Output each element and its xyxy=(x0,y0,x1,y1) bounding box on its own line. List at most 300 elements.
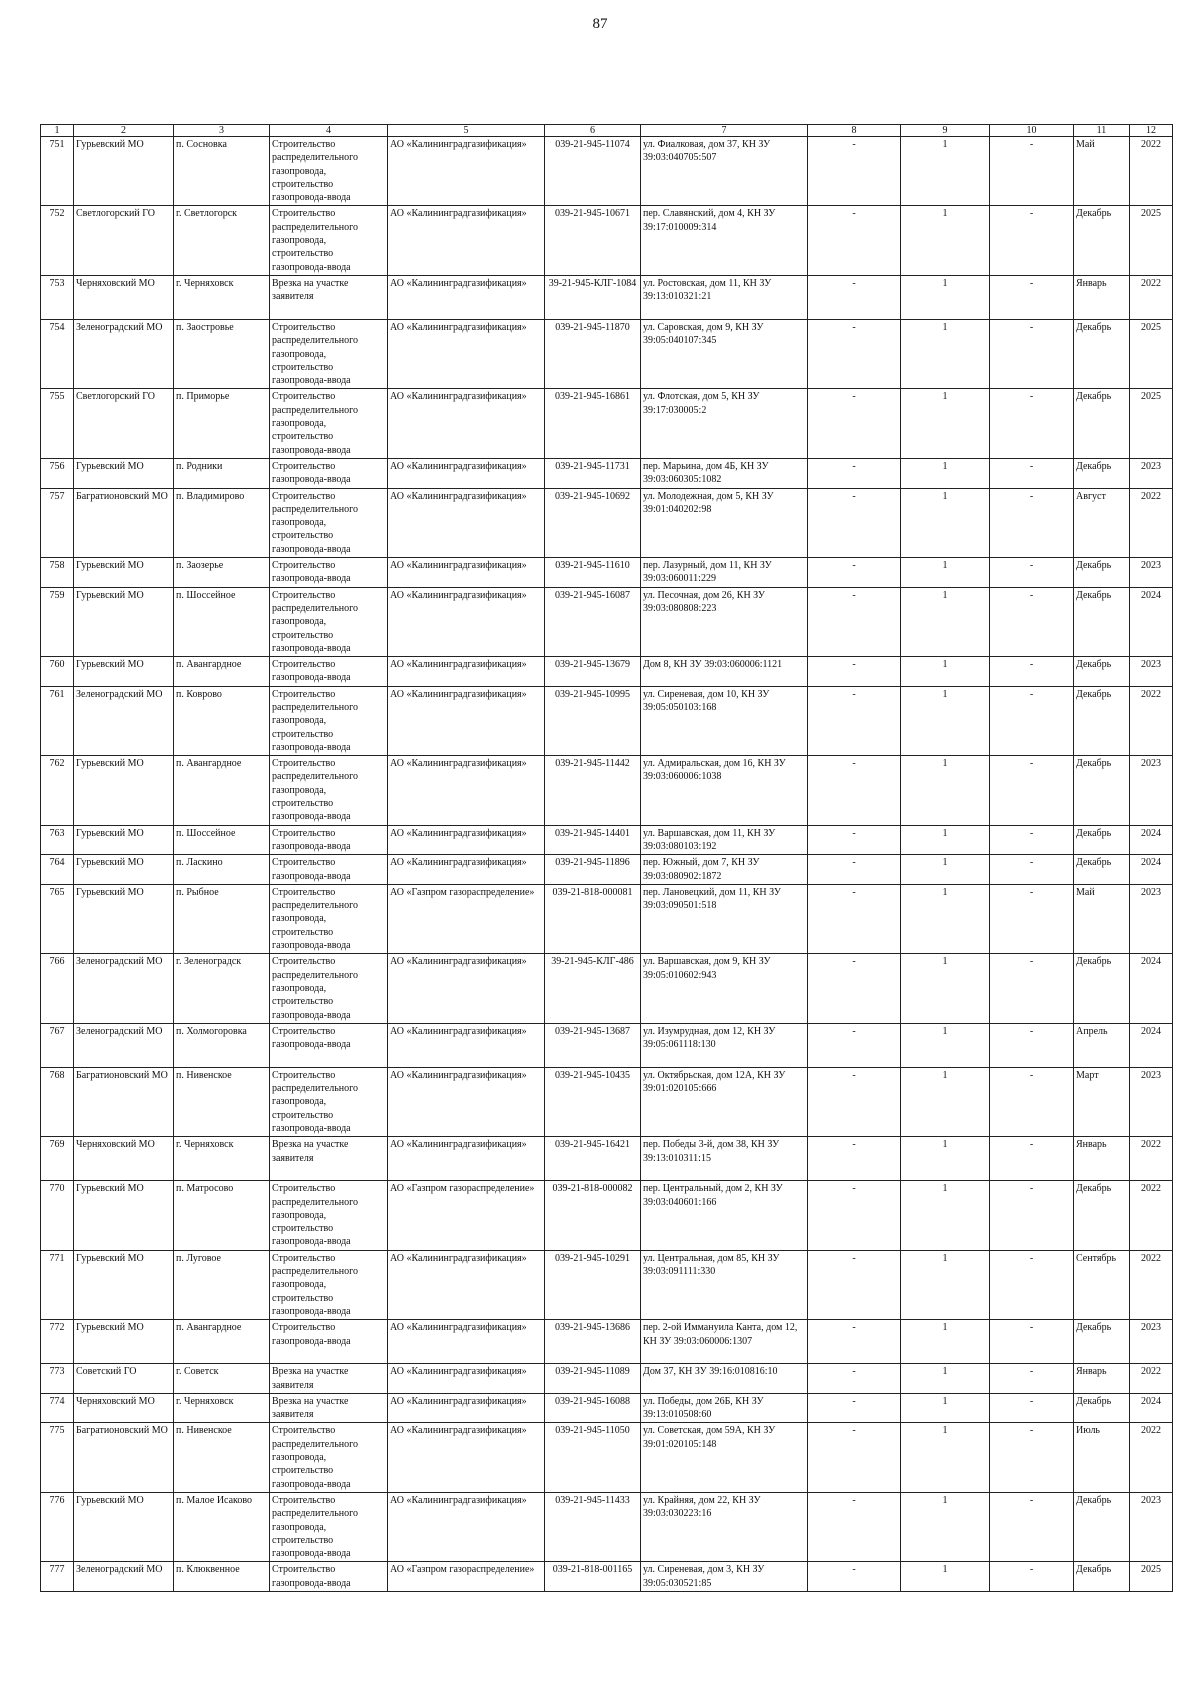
organization-cell: АО «Калининградгазификация» xyxy=(388,686,545,755)
quantity-cell: 1 xyxy=(901,686,990,755)
year-cell: 2023 xyxy=(1130,884,1173,953)
month-cell: Декабрь xyxy=(1074,657,1130,687)
settlement-cell: п. Рыбное xyxy=(174,884,270,953)
column-header: 2 xyxy=(74,125,174,137)
municipality-cell: Гурьевский МО xyxy=(74,884,174,953)
quantity-cell: 1 xyxy=(901,1320,990,1364)
table-row xyxy=(41,954,1173,1023)
row-number: 756 xyxy=(41,458,74,488)
month-cell: Декабрь xyxy=(1074,389,1130,458)
month-cell: Декабрь xyxy=(1074,825,1130,855)
work-type-cell: Строительство газопровода-ввода xyxy=(270,657,388,687)
year-cell: 2023 xyxy=(1130,558,1173,588)
address-cell: пер. Марьина, дом 4Б, КН ЗУ 39:03:060305:1082 xyxy=(641,458,808,488)
year-cell: 2023 xyxy=(1130,756,1173,825)
year-cell: 2024 xyxy=(1130,587,1173,656)
column-8-cell: - xyxy=(808,1492,901,1561)
column-10-cell: - xyxy=(990,1250,1074,1319)
settlement-cell: г. Советск xyxy=(174,1364,270,1394)
settlement-cell: п. Шоссейное xyxy=(174,825,270,855)
table-row xyxy=(41,657,1173,687)
work-type-cell: Врезка на участке заявителя xyxy=(270,1137,388,1181)
row-number: 762 xyxy=(41,756,74,825)
quantity-cell: 1 xyxy=(901,137,990,206)
address-cell: ул. Центральная, дом 85, КН ЗУ 39:03:091111:330 xyxy=(641,1250,808,1319)
organization-cell: АО «Калининградгазификация» xyxy=(388,1423,545,1492)
settlement-cell: п. Нивенское xyxy=(174,1067,270,1136)
column-8-cell: - xyxy=(808,1393,901,1423)
request-code-cell: 039-21-945-11610 xyxy=(545,558,641,588)
address-cell: ул. Изумрудная, дом 12, КН ЗУ 39:05:061118:130 xyxy=(641,1023,808,1067)
column-8-cell: - xyxy=(808,488,901,557)
column-8-cell: - xyxy=(808,1562,901,1592)
header-row xyxy=(41,125,1173,137)
month-cell: Апрель xyxy=(1074,1023,1130,1067)
month-cell: Март xyxy=(1074,1067,1130,1136)
organization-cell: АО «Калининградгазификация» xyxy=(388,825,545,855)
organization-cell: АО «Калининградгазификация» xyxy=(388,1364,545,1394)
work-type-cell: Строительство газопровода-ввода xyxy=(270,825,388,855)
quantity-cell: 1 xyxy=(901,1492,990,1561)
column-10-cell: - xyxy=(990,954,1074,1023)
column-10-cell: - xyxy=(990,1023,1074,1067)
year-cell: 2022 xyxy=(1130,1181,1173,1250)
month-cell: Декабрь xyxy=(1074,587,1130,656)
year-cell: 2022 xyxy=(1130,137,1173,206)
quantity-cell: 1 xyxy=(901,884,990,953)
row-number: 767 xyxy=(41,1023,74,1067)
address-cell: ул. Молодежная, дом 5, КН ЗУ 39:01:040202:98 xyxy=(641,488,808,557)
work-type-cell: Строительство газопровода-ввода xyxy=(270,558,388,588)
municipality-cell: Гурьевский МО xyxy=(74,1492,174,1561)
month-cell: Декабрь xyxy=(1074,954,1130,1023)
row-number: 751 xyxy=(41,137,74,206)
column-10-cell: - xyxy=(990,1423,1074,1492)
organization-cell: АО «Калининградгазификация» xyxy=(388,1137,545,1181)
municipality-cell: Багратионовский МО xyxy=(74,488,174,557)
quantity-cell: 1 xyxy=(901,587,990,656)
month-cell: Декабрь xyxy=(1074,1562,1130,1592)
column-10-cell: - xyxy=(990,1393,1074,1423)
table-body xyxy=(41,137,1173,1592)
column-header: 6 xyxy=(545,125,641,137)
row-number: 769 xyxy=(41,1137,74,1181)
municipality-cell: Гурьевский МО xyxy=(74,657,174,687)
month-cell: Декабрь xyxy=(1074,1393,1130,1423)
column-header: 8 xyxy=(808,125,901,137)
year-cell: 2022 xyxy=(1130,686,1173,755)
settlement-cell: п. Малое Исаково xyxy=(174,1492,270,1561)
organization-cell: АО «Калининградгазификация» xyxy=(388,1023,545,1067)
quantity-cell: 1 xyxy=(901,1250,990,1319)
column-header: 1 xyxy=(41,125,74,137)
table-row xyxy=(41,756,1173,825)
column-header: 7 xyxy=(641,125,808,137)
row-number: 758 xyxy=(41,558,74,588)
work-type-cell: Строительство распределительного газопровода, строительство газопровода-ввода xyxy=(270,686,388,755)
organization-cell: АО «Газпром газораспределение» xyxy=(388,884,545,953)
municipality-cell: Зеленоградский МО xyxy=(74,1562,174,1592)
request-code-cell: 039-21-945-11442 xyxy=(545,756,641,825)
table-row xyxy=(41,558,1173,588)
organization-cell: АО «Калининградгазификация» xyxy=(388,954,545,1023)
year-cell: 2023 xyxy=(1130,1320,1173,1364)
work-type-cell: Строительство распределительного газопровода, строительство газопровода-ввода xyxy=(270,319,388,388)
organization-cell: АО «Калининградгазификация» xyxy=(388,389,545,458)
address-cell: ул. Октябрьская, дом 12А, КН ЗУ 39:01:020105:666 xyxy=(641,1067,808,1136)
address-cell: ул. Песочная, дом 26, КН ЗУ 39:03:080808:223 xyxy=(641,587,808,656)
quantity-cell: 1 xyxy=(901,825,990,855)
request-code-cell: 039-21-945-11896 xyxy=(545,855,641,885)
settlement-cell: п. Коврово xyxy=(174,686,270,755)
address-cell: пер. Лазурный, дом 11, КН ЗУ 39:03:060011:229 xyxy=(641,558,808,588)
request-code-cell: 039-21-945-13687 xyxy=(545,1023,641,1067)
address-cell: Дом 37, КН ЗУ 39:16:010816:10 xyxy=(641,1364,808,1394)
table-row xyxy=(41,1492,1173,1561)
column-8-cell: - xyxy=(808,686,901,755)
request-code-cell: 039-21-945-13686 xyxy=(545,1320,641,1364)
year-cell: 2025 xyxy=(1130,206,1173,275)
year-cell: 2025 xyxy=(1130,389,1173,458)
table-row xyxy=(41,1393,1173,1423)
year-cell: 2024 xyxy=(1130,954,1173,1023)
month-cell: Декабрь xyxy=(1074,1320,1130,1364)
month-cell: Декабрь xyxy=(1074,206,1130,275)
request-code-cell: 039-21-945-11050 xyxy=(545,1423,641,1492)
request-code-cell: 039-21-945-10995 xyxy=(545,686,641,755)
quantity-cell: 1 xyxy=(901,458,990,488)
organization-cell: АО «Газпром газораспределение» xyxy=(388,1562,545,1592)
year-cell: 2024 xyxy=(1130,855,1173,885)
request-code-cell: 039-21-945-14401 xyxy=(545,825,641,855)
work-type-cell: Строительство распределительного газопровода, строительство газопровода-ввода xyxy=(270,137,388,206)
request-code-cell: 039-21-818-001165 xyxy=(545,1562,641,1592)
work-type-cell: Строительство распределительного газопровода, строительство газопровода-ввода xyxy=(270,1423,388,1492)
municipality-cell: Гурьевский МО xyxy=(74,756,174,825)
year-cell: 2022 xyxy=(1130,1137,1173,1181)
column-8-cell: - xyxy=(808,1320,901,1364)
column-8-cell: - xyxy=(808,319,901,388)
column-8-cell: - xyxy=(808,1137,901,1181)
request-code-cell: 039-21-945-10671 xyxy=(545,206,641,275)
municipality-cell: Багратионовский МО xyxy=(74,1423,174,1492)
settlement-cell: п. Заостровье xyxy=(174,319,270,388)
municipality-cell: Гурьевский МО xyxy=(74,587,174,656)
table-row xyxy=(41,1137,1173,1181)
settlement-cell: г. Черняховск xyxy=(174,1393,270,1423)
row-number: 754 xyxy=(41,319,74,388)
month-cell: Декабрь xyxy=(1074,686,1130,755)
row-number: 771 xyxy=(41,1250,74,1319)
work-type-cell: Строительство распределительного газопровода, строительство газопровода-ввода xyxy=(270,884,388,953)
year-cell: 2022 xyxy=(1130,1423,1173,1492)
quantity-cell: 1 xyxy=(901,1181,990,1250)
month-cell: Июль xyxy=(1074,1423,1130,1492)
table-row xyxy=(41,1562,1173,1592)
year-cell: 2022 xyxy=(1130,275,1173,319)
request-code-cell: 039-21-945-11731 xyxy=(545,458,641,488)
column-8-cell: - xyxy=(808,1023,901,1067)
work-type-cell: Строительство газопровода-ввода xyxy=(270,1320,388,1364)
column-10-cell: - xyxy=(990,488,1074,557)
column-8-cell: - xyxy=(808,954,901,1023)
address-cell: ул. Крайняя, дом 22, КН ЗУ 39:03:030223:16 xyxy=(641,1492,808,1561)
column-10-cell: - xyxy=(990,686,1074,755)
quantity-cell: 1 xyxy=(901,206,990,275)
column-10-cell: - xyxy=(990,1562,1074,1592)
work-type-cell: Врезка на участке заявителя xyxy=(270,275,388,319)
organization-cell: АО «Калининградгазификация» xyxy=(388,1492,545,1561)
month-cell: Декабрь xyxy=(1074,855,1130,885)
settlement-cell: п. Заозерье xyxy=(174,558,270,588)
year-cell: 2025 xyxy=(1130,319,1173,388)
request-code-cell: 039-21-945-16087 xyxy=(545,587,641,656)
municipality-cell: Светлогорский ГО xyxy=(74,206,174,275)
quantity-cell: 1 xyxy=(901,389,990,458)
month-cell: Декабрь xyxy=(1074,319,1130,388)
quantity-cell: 1 xyxy=(901,558,990,588)
municipality-cell: Гурьевский МО xyxy=(74,137,174,206)
table-row xyxy=(41,884,1173,953)
table-row xyxy=(41,1023,1173,1067)
organization-cell: АО «Калининградгазификация» xyxy=(388,1250,545,1319)
quantity-cell: 1 xyxy=(901,657,990,687)
table-row xyxy=(41,1364,1173,1394)
table-row xyxy=(41,1423,1173,1492)
municipality-cell: Гурьевский МО xyxy=(74,1250,174,1319)
request-code-cell: 039-21-945-13679 xyxy=(545,657,641,687)
municipality-cell: Черняховский МО xyxy=(74,1393,174,1423)
settlement-cell: п. Холмогоровка xyxy=(174,1023,270,1067)
table-row xyxy=(41,855,1173,885)
work-type-cell: Строительство распределительного газопровода, строительство газопровода-ввода xyxy=(270,206,388,275)
request-code-cell: 039-21-945-11433 xyxy=(545,1492,641,1561)
table-row xyxy=(41,389,1173,458)
column-header: 9 xyxy=(901,125,990,137)
column-10-cell: - xyxy=(990,275,1074,319)
column-8-cell: - xyxy=(808,558,901,588)
request-code-cell: 039-21-945-10692 xyxy=(545,488,641,557)
column-10-cell: - xyxy=(990,657,1074,687)
row-number: 761 xyxy=(41,686,74,755)
year-cell: 2024 xyxy=(1130,825,1173,855)
row-number: 768 xyxy=(41,1067,74,1136)
column-10-cell: - xyxy=(990,137,1074,206)
request-code-cell: 039-21-945-16088 xyxy=(545,1393,641,1423)
address-cell: ул. Фиалковая, дом 37, КН ЗУ 39:03:040705:507 xyxy=(641,137,808,206)
work-type-cell: Врезка на участке заявителя xyxy=(270,1393,388,1423)
organization-cell: АО «Калининградгазификация» xyxy=(388,855,545,885)
organization-cell: АО «Калининградгазификация» xyxy=(388,137,545,206)
row-number: 753 xyxy=(41,275,74,319)
table-row xyxy=(41,275,1173,319)
column-10-cell: - xyxy=(990,206,1074,275)
work-type-cell: Строительство распределительного газопровода, строительство газопровода-ввода xyxy=(270,1067,388,1136)
quantity-cell: 1 xyxy=(901,275,990,319)
address-cell: ул. Советская, дом 59А, КН ЗУ 39:01:020105:148 xyxy=(641,1423,808,1492)
table-row xyxy=(41,1320,1173,1364)
request-code-cell: 039-21-818-000082 xyxy=(545,1181,641,1250)
work-type-cell: Строительство распределительного газопровода, строительство газопровода-ввода xyxy=(270,488,388,557)
work-type-cell: Строительство распределительного газопровода, строительство газопровода-ввода xyxy=(270,954,388,1023)
quantity-cell: 1 xyxy=(901,1393,990,1423)
row-number: 770 xyxy=(41,1181,74,1250)
column-10-cell: - xyxy=(990,587,1074,656)
column-8-cell: - xyxy=(808,1250,901,1319)
address-cell: пер. Победы 3-й, дом 38, КН ЗУ 39:13:010311:15 xyxy=(641,1137,808,1181)
column-8-cell: - xyxy=(808,458,901,488)
row-number: 755 xyxy=(41,389,74,458)
column-10-cell: - xyxy=(990,558,1074,588)
organization-cell: АО «Калининградгазификация» xyxy=(388,587,545,656)
work-type-cell: Строительство распределительного газопровода, строительство газопровода-ввода xyxy=(270,1492,388,1561)
column-8-cell: - xyxy=(808,825,901,855)
gasification-table xyxy=(40,124,1172,1592)
address-cell: пер. Лановецкий, дом 11, КН ЗУ 39:03:090501:518 xyxy=(641,884,808,953)
work-type-cell: Строительство газопровода-ввода xyxy=(270,855,388,885)
column-10-cell: - xyxy=(990,1137,1074,1181)
column-header: 3 xyxy=(174,125,270,137)
row-number: 777 xyxy=(41,1562,74,1592)
municipality-cell: Гурьевский МО xyxy=(74,855,174,885)
address-cell: пер. Южный, дом 7, КН ЗУ 39:03:080902:1872 xyxy=(641,855,808,885)
year-cell: 2025 xyxy=(1130,1562,1173,1592)
municipality-cell: Гурьевский МО xyxy=(74,1320,174,1364)
address-cell: ул. Сиреневая, дом 10, КН ЗУ 39:05:050103:168 xyxy=(641,686,808,755)
month-cell: Май xyxy=(1074,884,1130,953)
municipality-cell: Зеленоградский МО xyxy=(74,686,174,755)
row-number: 760 xyxy=(41,657,74,687)
address-cell: ул. Варшавская, дом 9, КН ЗУ 39:05:010602:943 xyxy=(641,954,808,1023)
column-8-cell: - xyxy=(808,1423,901,1492)
organization-cell: АО «Калининградгазификация» xyxy=(388,458,545,488)
row-number: 775 xyxy=(41,1423,74,1492)
year-cell: 2023 xyxy=(1130,657,1173,687)
settlement-cell: п. Владимирово xyxy=(174,488,270,557)
column-header: 4 xyxy=(270,125,388,137)
column-8-cell: - xyxy=(808,884,901,953)
year-cell: 2024 xyxy=(1130,1393,1173,1423)
settlement-cell: п. Авангардное xyxy=(174,657,270,687)
row-number: 765 xyxy=(41,884,74,953)
settlement-cell: г. Черняховск xyxy=(174,1137,270,1181)
quantity-cell: 1 xyxy=(901,855,990,885)
data-table xyxy=(40,124,1173,1592)
column-10-cell: - xyxy=(990,756,1074,825)
month-cell: Декабрь xyxy=(1074,558,1130,588)
quantity-cell: 1 xyxy=(901,756,990,825)
municipality-cell: Советский ГО xyxy=(74,1364,174,1394)
quantity-cell: 1 xyxy=(901,1364,990,1394)
page-number: 87 xyxy=(592,16,608,32)
request-code-cell: 039-21-945-11074 xyxy=(545,137,641,206)
settlement-cell: п. Матросово xyxy=(174,1181,270,1250)
column-10-cell: - xyxy=(990,319,1074,388)
table-row xyxy=(41,587,1173,656)
column-10-cell: - xyxy=(990,1364,1074,1394)
column-header: 11 xyxy=(1074,125,1130,137)
municipality-cell: Черняховский МО xyxy=(74,1137,174,1181)
settlement-cell: п. Клюквенное xyxy=(174,1562,270,1592)
address-cell: ул. Адмиральская, дом 16, КН ЗУ 39:03:060006:1038 xyxy=(641,756,808,825)
work-type-cell: Строительство газопровода-ввода xyxy=(270,1562,388,1592)
month-cell: Декабрь xyxy=(1074,756,1130,825)
request-code-cell: 039-21-945-11089 xyxy=(545,1364,641,1394)
organization-cell: АО «Калининградгазификация» xyxy=(388,1393,545,1423)
month-cell: Сентябрь xyxy=(1074,1250,1130,1319)
work-type-cell: Строительство распределительного газопровода, строительство газопровода-ввода xyxy=(270,756,388,825)
table-row xyxy=(41,137,1173,206)
settlement-cell: п. Авангардное xyxy=(174,1320,270,1364)
settlement-cell: п. Ласкино xyxy=(174,855,270,885)
row-number: 764 xyxy=(41,855,74,885)
address-cell: ул. Варшавская, дом 11, КН ЗУ 39:03:080103:192 xyxy=(641,825,808,855)
column-10-cell: - xyxy=(990,458,1074,488)
municipality-cell: Гурьевский МО xyxy=(74,1181,174,1250)
column-8-cell: - xyxy=(808,1364,901,1394)
column-8-cell: - xyxy=(808,756,901,825)
quantity-cell: 1 xyxy=(901,319,990,388)
municipality-cell: Багратионовский МО xyxy=(74,1067,174,1136)
column-10-cell: - xyxy=(990,1492,1074,1561)
address-cell: пер. Славянский, дом 4, КН ЗУ 39:17:010009:314 xyxy=(641,206,808,275)
year-cell: 2022 xyxy=(1130,488,1173,557)
column-8-cell: - xyxy=(808,206,901,275)
organization-cell: АО «Калининградгазификация» xyxy=(388,206,545,275)
table-row xyxy=(41,1067,1173,1136)
organization-cell: АО «Калининградгазификация» xyxy=(388,319,545,388)
address-cell: пер. 2-ой Иммануила Канта, дом 12, КН ЗУ 39:03:060006:1307 xyxy=(641,1320,808,1364)
column-10-cell: - xyxy=(990,1320,1074,1364)
municipality-cell: Черняховский МО xyxy=(74,275,174,319)
row-number: 766 xyxy=(41,954,74,1023)
organization-cell: АО «Калининградгазификация» xyxy=(388,558,545,588)
request-code-cell: 39-21-945-КЛГ-486 xyxy=(545,954,641,1023)
table-row xyxy=(41,825,1173,855)
organization-cell: АО «Калининградгазификация» xyxy=(388,488,545,557)
settlement-cell: г. Зеленоградск xyxy=(174,954,270,1023)
month-cell: Январь xyxy=(1074,1364,1130,1394)
settlement-cell: п. Нивенское xyxy=(174,1423,270,1492)
request-code-cell: 039-21-818-000081 xyxy=(545,884,641,953)
column-10-cell: - xyxy=(990,1067,1074,1136)
month-cell: Январь xyxy=(1074,1137,1130,1181)
row-number: 773 xyxy=(41,1364,74,1394)
settlement-cell: п. Авангардное xyxy=(174,756,270,825)
quantity-cell: 1 xyxy=(901,1562,990,1592)
organization-cell: АО «Калининградгазификация» xyxy=(388,275,545,319)
quantity-cell: 1 xyxy=(901,954,990,1023)
column-8-cell: - xyxy=(808,657,901,687)
row-number: 772 xyxy=(41,1320,74,1364)
request-code-cell: 39-21-945-КЛГ-1084 xyxy=(545,275,641,319)
address-cell: ул. Ростовская, дом 11, КН ЗУ 39:13:010321:21 xyxy=(641,275,808,319)
column-header: 12 xyxy=(1130,125,1173,137)
municipality-cell: Гурьевский МО xyxy=(74,458,174,488)
year-cell: 2022 xyxy=(1130,1250,1173,1319)
month-cell: Май xyxy=(1074,137,1130,206)
year-cell: 2024 xyxy=(1130,1023,1173,1067)
settlement-cell: п. Луговое xyxy=(174,1250,270,1319)
month-cell: Январь xyxy=(1074,275,1130,319)
organization-cell: АО «Калининградгазификация» xyxy=(388,657,545,687)
table-row xyxy=(41,1181,1173,1250)
row-number: 752 xyxy=(41,206,74,275)
row-number: 776 xyxy=(41,1492,74,1561)
work-type-cell: Строительство газопровода-ввода xyxy=(270,1023,388,1067)
quantity-cell: 1 xyxy=(901,1067,990,1136)
column-header: 10 xyxy=(990,125,1074,137)
